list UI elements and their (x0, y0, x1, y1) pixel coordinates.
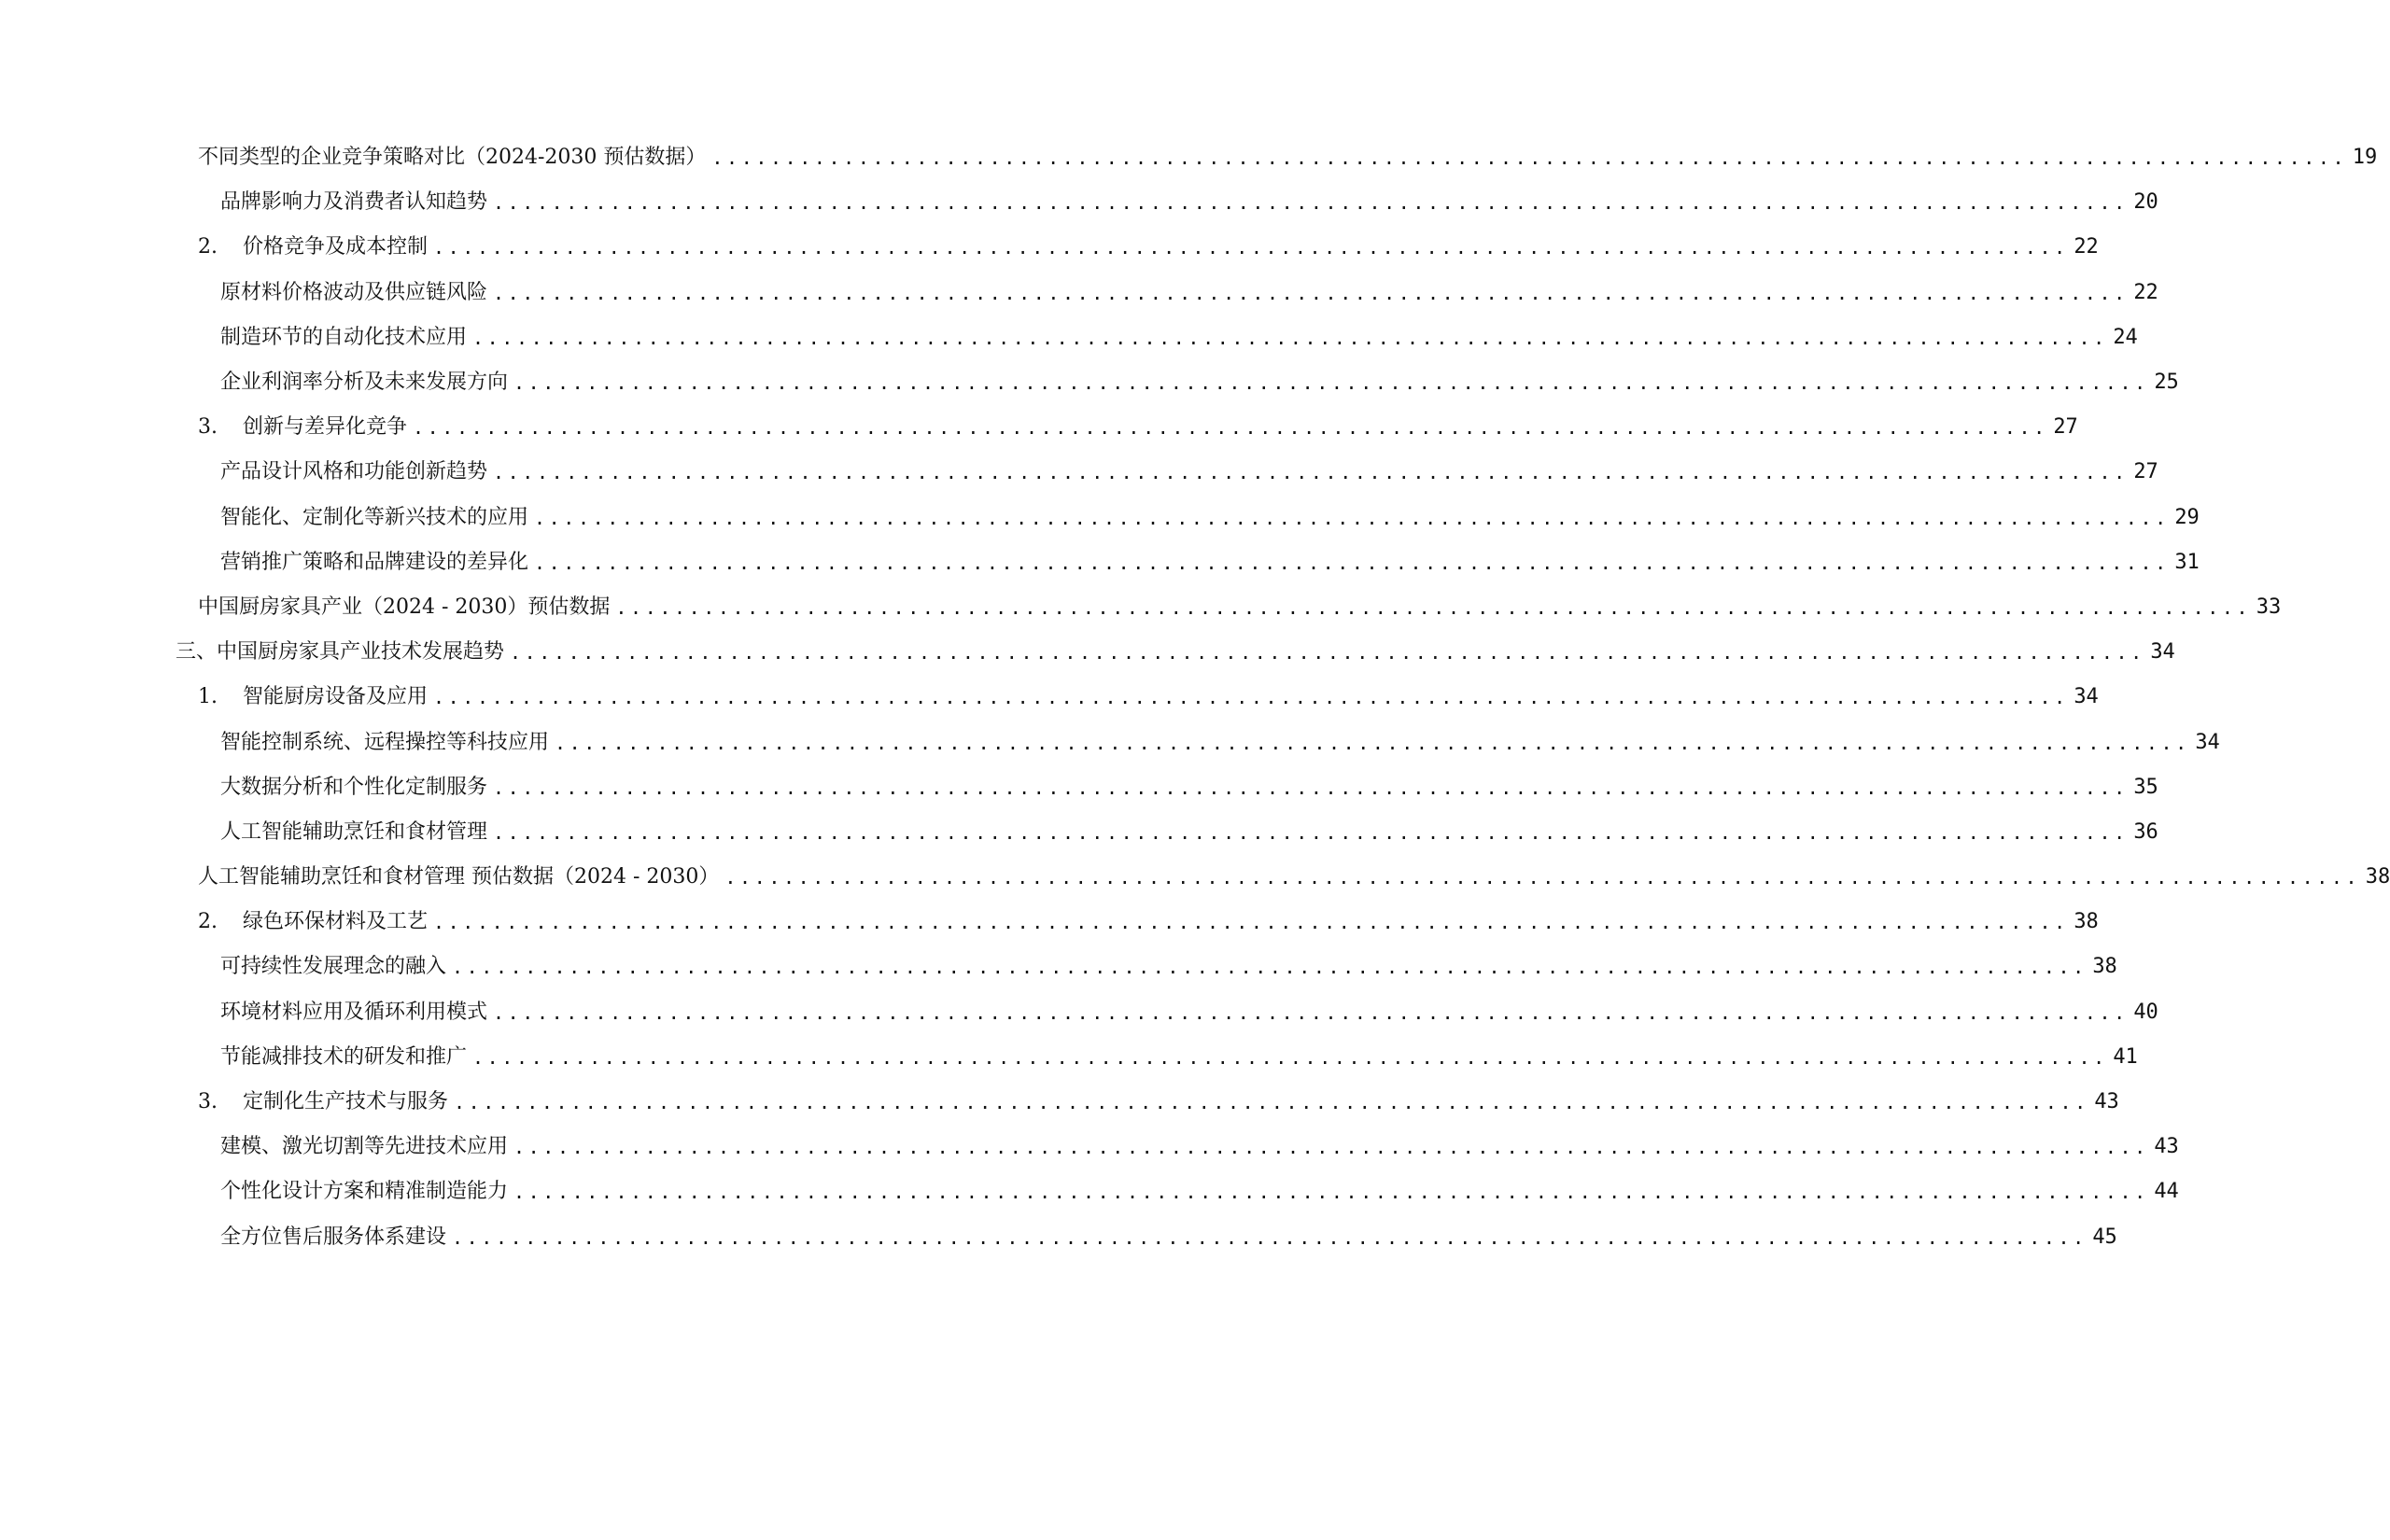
toc-entry-title: 智能厨房设备及应用 (243, 685, 429, 709)
toc-entry[interactable] (0, 1215, 2117, 1260)
toc-entry-title: 智能化、定制化等新兴技术的应用 (220, 505, 529, 529)
toc-entry[interactable] (0, 315, 2138, 360)
toc-entry[interactable] (0, 540, 2200, 585)
toc-dot-leader: ................................................................................................................ (493, 191, 2129, 215)
toc-entry-title: 节能减排技术的研发和推广 (220, 1044, 468, 1069)
toc-entry-page: 19 (2352, 146, 2378, 170)
toc-entry[interactable] (0, 1169, 2179, 1214)
toc-entry-page: 25 (2154, 371, 2179, 395)
toc-dot-leader: ................................................................................................................ (615, 595, 2252, 619)
toc-dot-leader: ................................................................................................................ (413, 416, 2048, 440)
toc-entry-number: 3. (198, 1090, 218, 1114)
toc-entry[interactable] (0, 720, 2220, 764)
toc-entry[interactable] (0, 225, 2099, 270)
toc-entry[interactable] (0, 855, 2390, 900)
toc-entry-page: 31 (2174, 550, 2200, 574)
toc-entry[interactable] (0, 585, 2282, 630)
toc-entry-title: 品牌影响力及消费者认知趋势 (220, 190, 488, 215)
toc-entry-page: 20 (2133, 190, 2158, 215)
toc-dot-leader: ................................................................................................................ (493, 776, 2129, 799)
toc-entry-page: 38 (2074, 910, 2099, 934)
toc-dot-leader: ................................................................................................................ (513, 371, 2149, 395)
toc-dot-leader: ................................................................................................................ (493, 1001, 2129, 1024)
toc-entry-title: 不同类型的企业竞争策略对比（2024-2030 预估数据） (198, 146, 707, 170)
toc-dot-leader: ................................................................................................................ (493, 281, 2129, 304)
toc-entry[interactable] (0, 945, 2117, 989)
toc-entry[interactable] (0, 675, 2099, 720)
toc-entry[interactable] (0, 1080, 2119, 1125)
toc-entry-page: 41 (2113, 1044, 2138, 1069)
toc-entry-page: 27 (2053, 415, 2078, 440)
toc-entry-page: 29 (2174, 505, 2200, 529)
toc-dot-leader: ................................................................................................................ (433, 686, 2069, 709)
toc-entry-number: 2. (198, 235, 218, 259)
toc-entry-page: 22 (2074, 235, 2099, 259)
toc-dot-leader: ................................................................................................................ (454, 1091, 2089, 1114)
toc-entry-title: 智能控制系统、远程操控等科技应用 (220, 730, 550, 754)
toc-entry-number: 3. (198, 415, 218, 440)
toc-entry[interactable] (0, 450, 2158, 495)
toc-entry[interactable] (0, 630, 2175, 675)
toc-entry[interactable] (0, 900, 2099, 945)
toc-dot-leader: ................................................................................................................ (433, 236, 2069, 259)
toc-entry-page: 43 (2094, 1090, 2119, 1114)
toc-entry-title: 定制化生产技术与服务 (243, 1090, 449, 1114)
toc-entry[interactable] (0, 180, 2158, 225)
toc-dot-leader: ................................................................................................................ (472, 326, 2108, 349)
toc-entry-title: 大数据分析和个性化定制服务 (220, 775, 488, 799)
toc-entry-title: 人工智能辅助烹饪和食材管理 预估数据（2024 - 2030） (198, 865, 720, 889)
toc-entry-title: 价格竞争及成本控制 (243, 235, 429, 259)
toc-entry-page: 34 (2074, 685, 2099, 709)
toc-dot-leader: ................................................................................................................ (452, 956, 2088, 979)
toc-entry-page: 43 (2154, 1135, 2179, 1159)
toc-entry-page: 36 (2133, 819, 2158, 844)
toc-entry[interactable] (0, 990, 2158, 1035)
toc-entry-title: 全方位售后服务体系建设 (220, 1225, 447, 1249)
toc-entry[interactable] (0, 810, 2158, 855)
toc-entry-page: 38 (2092, 955, 2117, 979)
toc-dot-leader: ................................................................................................................ (534, 551, 2170, 574)
toc-dot-leader: ................................................................................................................ (534, 506, 2170, 529)
toc-entry-title: 可持续性发展理念的融入 (220, 955, 447, 979)
toc-entry-title: 产品设计风格和功能创新趋势 (220, 460, 488, 484)
toc-entry-title: 企业利润率分析及未来发展方向 (220, 371, 509, 395)
toc-entry[interactable] (0, 1035, 2138, 1080)
toc-dot-leader: ................................................................................................................ (513, 1181, 2149, 1204)
toc-entry-title: 个性化设计方案和精准制造能力 (220, 1180, 509, 1204)
toc-entry-title: 建模、激光切割等先进技术应用 (220, 1135, 509, 1159)
toc-entry-page: 38 (2365, 865, 2390, 889)
toc-entry[interactable] (0, 1125, 2179, 1169)
toc-dot-leader: ................................................................................................................ (493, 820, 2129, 844)
toc-entry-page: 34 (2150, 640, 2175, 665)
table-of-contents (0, 135, 2390, 1260)
toc-entry[interactable] (0, 271, 2158, 315)
toc-entry-title: 中国厨房家具产业（2024 - 2030）预估数据 (198, 595, 611, 619)
toc-entry-title: 三、中国厨房家具产业技术发展趋势 (176, 640, 505, 665)
toc-entry[interactable] (0, 765, 2158, 810)
toc-entry-page: 40 (2133, 1000, 2158, 1024)
toc-entry[interactable] (0, 405, 2078, 450)
toc-entry-title: 绿色环保材料及工艺 (243, 910, 429, 934)
toc-entry[interactable] (0, 135, 2378, 180)
toc-entry-page: 34 (2195, 730, 2220, 754)
toc-entry-title: 人工智能辅助烹饪和食材管理 (220, 819, 488, 844)
toc-dot-leader: ................................................................................................................ (493, 461, 2129, 484)
toc-dot-leader: ................................................................................................................ (433, 911, 2069, 934)
toc-dot-leader: ................................................................................................................ (555, 731, 2190, 754)
toc-dot-leader: ................................................................................................................ (513, 1136, 2149, 1159)
toc-entry[interactable] (0, 360, 2179, 405)
toc-entry-page: 44 (2154, 1180, 2179, 1204)
toc-entry-page: 27 (2133, 460, 2158, 484)
toc-entry-title: 创新与差异化竞争 (243, 415, 408, 440)
toc-entry[interactable] (0, 496, 2200, 540)
toc-dot-leader: ................................................................................................................ (724, 866, 2361, 889)
toc-dot-leader: ................................................................................................................ (452, 1225, 2088, 1249)
toc-entry-number: 2. (198, 910, 218, 934)
toc-entry-title: 环境材料应用及循环利用模式 (220, 1000, 488, 1024)
toc-entry-page: 35 (2133, 775, 2158, 799)
toc-dot-leader: ................................................................................................................ (472, 1045, 2108, 1069)
toc-entry-page: 45 (2092, 1225, 2117, 1249)
toc-dot-leader: ................................................................................................................ (711, 147, 2348, 170)
toc-dot-leader: ................................................................................................................ (510, 641, 2145, 665)
toc-entry-title: 营销推广策略和品牌建设的差异化 (220, 550, 529, 574)
toc-entry-page: 33 (2256, 595, 2282, 619)
toc-entry-number: 1. (198, 685, 218, 709)
toc-entry-title: 原材料价格波动及供应链风险 (220, 280, 488, 304)
toc-entry-title: 制造环节的自动化技术应用 (220, 325, 468, 349)
toc-entry-page: 22 (2133, 280, 2158, 304)
toc-entry-page: 24 (2113, 325, 2138, 349)
